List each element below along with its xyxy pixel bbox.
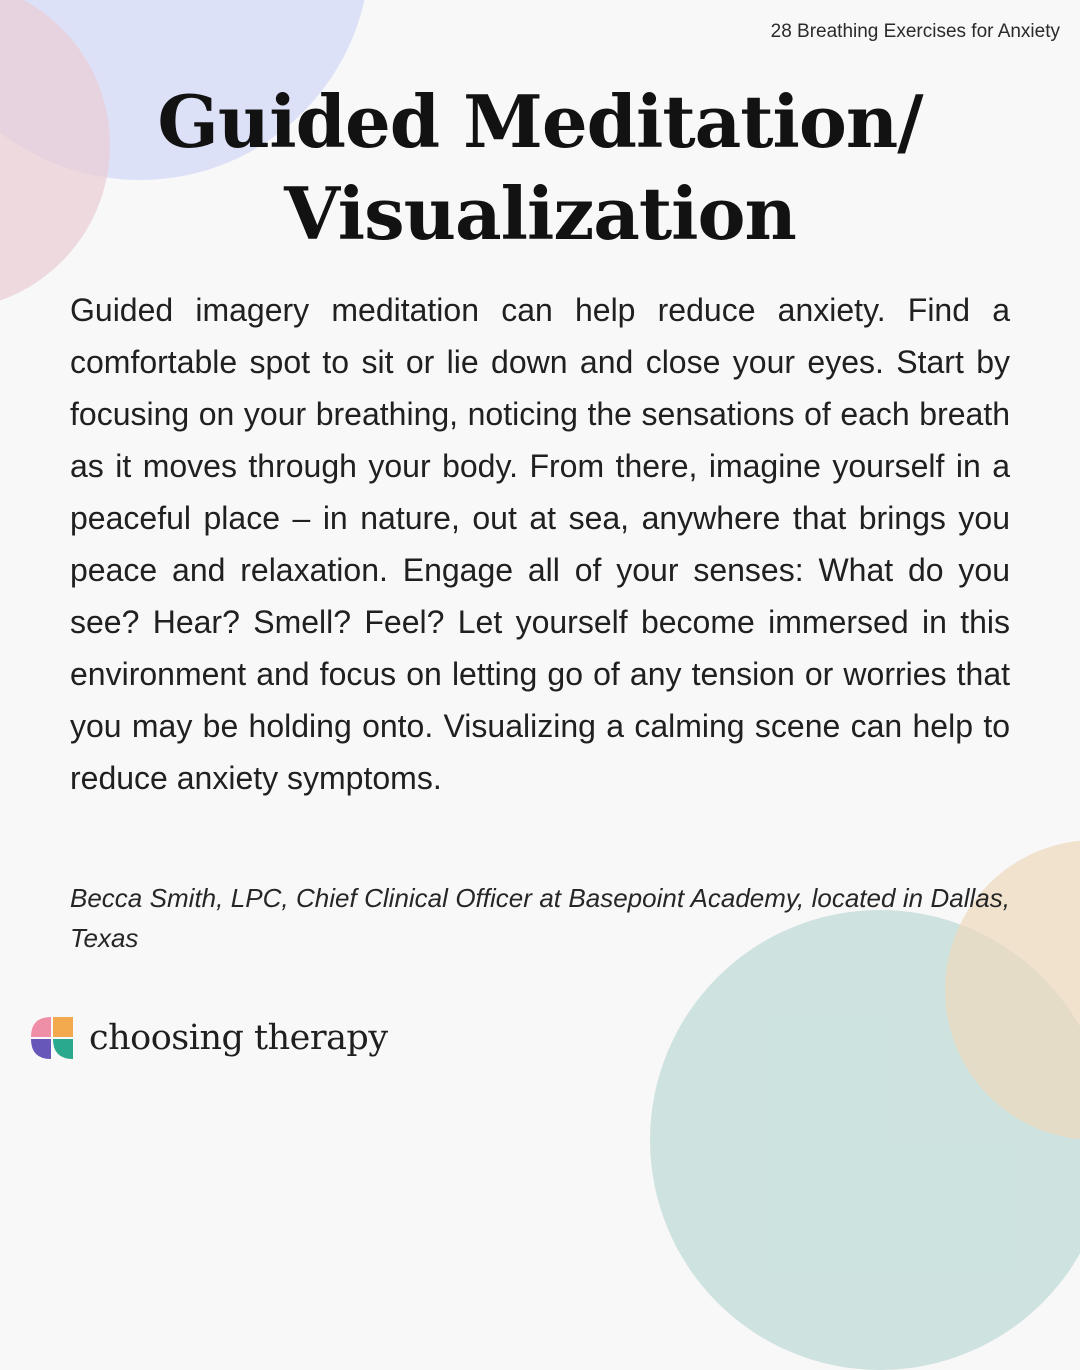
page-title — [120, 76, 960, 260]
title-line-2: Visualization — [284, 171, 796, 256]
meditation-description: Guided imagery meditation can help reduce anxiety. Find a comfortable spot to sit or lie down and close your eyes. Start by focusing on your breathing, noticing the sensations of each breath as it moves through your body. From there, imagine yourself in a peaceful place – in nature, out at sea, anywhere that brings you peace and relaxation. Engage all of your senses: What do you see? Hear? Smell? Feel? Let yourself become immersed in this environment and focus on letting go of any tension or worries that you may be holding onto. Visualizing a calming scene can help to reduce anxiety symptoms. — [70, 292, 1010, 796]
logo-teal-petal — [53, 1039, 73, 1059]
logo-pink-petal — [31, 1017, 51, 1037]
four-petal-logo-icon — [27, 1013, 77, 1063]
brand-name: choosing therapy — [89, 1018, 388, 1058]
expert-attribution: Becca Smith, LPC, Chief Clinical Officer at Basepoint Academy, located in Dallas, Texas — [70, 883, 1010, 953]
logo-orange-petal — [53, 1017, 73, 1037]
logo-purple-petal — [31, 1039, 51, 1059]
series-title: 28 Breathing Exercises for Anxiety — [770, 21, 1060, 42]
brand-lockup — [27, 1010, 388, 1066]
title-line-1: Guided Meditation/ — [157, 79, 923, 164]
